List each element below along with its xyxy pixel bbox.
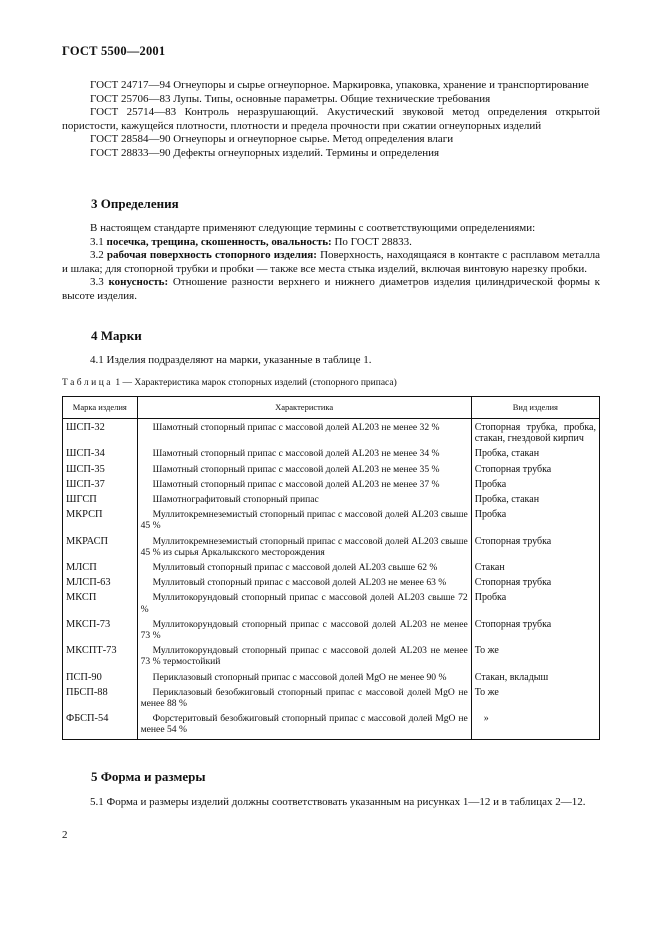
definition-number: 3.1 [90,235,104,248]
definition-3-2 [62,249,600,276]
mark-cell: МКРСП [63,508,138,534]
characteristic-cell [137,493,471,508]
marks-table [62,396,600,740]
mark-cell: ШСП-35 [63,463,138,478]
characteristic-text: Муллитокремнеземистый стопорный припас с массовой долей AL203 свыше 45 % [140,509,468,532]
characteristic-text: Периклазовый безобжиговый стопорный припас с массовой долей MgO не менее 88 % [140,686,468,710]
characteristic-text: Форстеритовый безобжиговый стопорный припас с массовой долей MgO не менее 54 % [140,713,468,736]
characteristic-cell [137,478,471,493]
table-row [63,463,600,478]
table-row [63,419,600,448]
section-5-heading: 5 Форма и размеры [91,769,206,784]
table-row [63,712,600,739]
definition-number: 3.3 [90,276,104,289]
characteristic-cell [137,576,471,591]
table-row [63,508,600,534]
product-type-cell: Стопорная трубка [471,463,599,478]
definition-text: Отношение разности верхнего и нижнего диаметров изделия цилиндрической формы к высоте изделия. [62,276,601,302]
normative-references [62,79,600,161]
mark-cell: МКРАСП [63,535,138,561]
product-type-cell: Пробка, стакан [471,493,599,508]
product-type-cell: » [471,712,599,739]
mark-cell: ШГСП [63,493,138,508]
mark-cell: ШСП-37 [63,478,138,493]
characteristic-cell [137,447,471,462]
characteristic-text: Шамотный стопорный припас с массовой долей AL203 не менее 34 % [152,448,440,460]
document-header: ГОСТ 5500—2001 [62,44,166,58]
table-row [63,535,600,561]
product-type-cell: Стакан [471,561,599,576]
characteristic-text: Муллитокорундовый стопорный припас с массовой долей AL203 не менее 73 % термостойкий [140,645,468,668]
definition-term: рабочая поверхность стопорного изделия: [106,249,317,262]
characteristic-text: Муллитовый стопорный припас с массовой долей AL203 свыше 62 % [152,562,438,574]
reference-item: ГОСТ 28833—90 Дефекты огнеупорных изделий. Термины и определения [90,146,440,159]
table-row [63,493,600,508]
product-type-cell: Стопорная трубка [471,576,599,591]
product-type-cell: То же [471,644,599,670]
characteristic-cell [137,419,471,448]
page-number: 2 [62,829,68,841]
characteristic-text: Муллитокремнеземистый стопорный припас с массовой долей AL203 свыше 45 % из сырья Аркалыкского месторождения [140,535,468,558]
reference-item: ГОСТ 24717—94 Огнеупоры и сырье огнеупорное. Маркировка, упаковка, хранение и транспортирование [90,79,589,91]
product-type-cell: То же [471,686,599,712]
section-5-text: 5.1 Форма и размеры изделий должны соответствовать указанным на рисунках 1—12 и в таблицах 2—12. [90,796,586,808]
definition-number: 3.2 [90,249,104,262]
table-caption-label: Таблица [62,378,114,388]
product-type-cell: Пробка [471,508,599,534]
characteristic-cell [137,561,471,576]
characteristic-cell [137,618,471,644]
product-type-cell: Стопорная трубка [471,618,599,644]
column-header: Марка изделия [63,397,138,419]
characteristic-cell [137,508,471,534]
section-5-body [62,796,600,810]
mark-cell: ПБСП-88 [63,686,138,712]
column-header: Характеристика [137,397,471,419]
definition-text: По ГОСТ 28833. [334,235,412,248]
table-row [63,686,600,712]
reference-item: ГОСТ 25714—83 Контроль неразрушающий. Акустический звуковой метод определения открытой пористости, кажущейся плотности, плотности и предела прочности при сжатии огнеупорных изделий [62,106,600,132]
mark-cell: МКСП-73 [63,618,138,644]
table-row [63,561,600,576]
product-type-cell: Стопорная трубка [471,535,599,561]
table-header-row [63,397,600,419]
mark-cell: МЛСП [63,561,138,576]
section-4-body [62,354,600,368]
mark-cell: МКСП [63,591,138,617]
table-caption [62,378,397,388]
table-row [63,671,600,686]
table-row [63,618,600,644]
characteristic-text: Муллитовый стопорный припас с массовой долей AL203 не менее 63 % [152,577,447,589]
definition-term: посечка, трещина, скошенность, овальность: [106,235,332,248]
characteristic-text: Муллитокорундовый стопорный припас с массовой долей AL203 свыше 72 % [140,592,468,615]
characteristic-text: Периклазовый стопорный припас с массовой долей MgO не менее 90 % [152,671,447,683]
table-row [63,591,600,617]
section-3-heading: 3 Определения [91,196,179,211]
column-header: Вид изделия [471,397,599,419]
characteristic-cell [137,686,471,712]
mark-cell: ШСП-34 [63,447,138,462]
characteristic-text: Шамотный стопорный припас с массовой долей AL203 не менее 35 % [152,463,440,475]
mark-cell: МКСПТ-73 [63,644,138,670]
product-type-cell: Стакан, вкладыш [471,671,599,686]
product-type-cell: Пробка [471,478,599,493]
definition-term: конусность: [108,276,169,289]
table-row [63,644,600,670]
mark-cell: ШСП-32 [63,419,138,448]
characteristic-cell [137,644,471,670]
mark-cell: ФБСП-54 [63,712,138,739]
definitions-intro: В настоящем стандарте применяют следующие термины с соответствующими определениями: [90,222,536,234]
characteristic-cell [137,463,471,478]
definition-3-3 [62,276,600,303]
characteristic-cell [137,591,471,617]
characteristic-text: Шамотнографитовый стопорный припас [152,494,319,506]
mark-cell: МЛСП-63 [63,576,138,591]
product-type-cell: Пробка, стакан [471,447,599,462]
characteristic-cell [137,712,471,739]
characteristic-text: Муллитокорундовый стопорный припас с массовой долей AL203 не менее 73 % [140,618,468,642]
reference-item: ГОСТ 28584—90 Огнеупоры и огнеупорное сырье. Метод определения влаги [90,133,454,146]
table-row [63,447,600,462]
reference-item: ГОСТ 25706—83 Лупы. Типы, основные параметры. Общие технические требования [90,92,491,105]
product-type-cell: Пробка [471,591,599,617]
mark-cell: ПСП-90 [63,671,138,686]
table-caption-text: 1 — Характеристика марок стопорных изделий (стопорного припаса) [115,378,397,388]
characteristic-cell [137,671,471,686]
definition-text: Поверхность, находящаяся в контакте с расплавом металла и шлака; для стопорной трубки и пробки — также все места стыка изделий, включая винтовую нарезку пробки. [62,249,601,275]
characteristic-text: Шамотный стопорный припас с массовой долей AL203 не менее 37 % [152,478,440,490]
table-row [63,478,600,493]
section-3-body [62,222,600,304]
characteristic-text: Шамотный стопорный припас с массовой долей AL203 не менее 32 % [152,422,440,433]
product-type-cell: Стопорная трубка, пробка, стакан, гнездовой кирпич [471,419,599,448]
definition-3-1 [62,236,600,250]
section-4-heading: 4 Марки [91,328,142,343]
section-4-text: 4.1 Изделия подразделяют на марки, указанные в таблице 1. [90,354,372,366]
characteristic-cell [137,535,471,561]
table-row [63,576,600,591]
